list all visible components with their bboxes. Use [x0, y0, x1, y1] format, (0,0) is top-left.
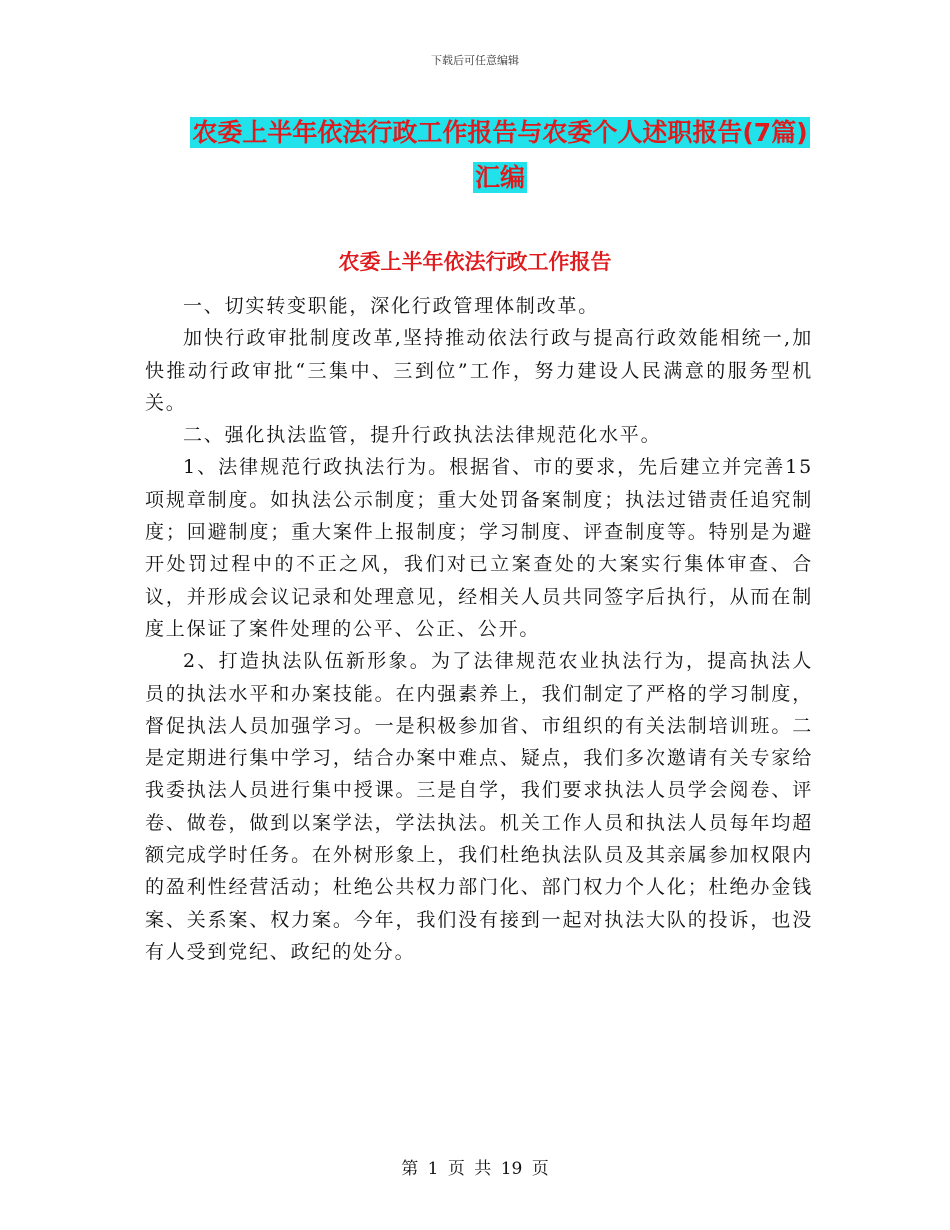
paragraph-3: 二、强化执法监管，提升行政执法法律规范化水平。: [183, 424, 662, 447]
document-title: [185, 110, 815, 200]
paragraph-4: 1、法律规范行政执法行为。根据省、市的要求，先后建立并完善15项规章制度。如执法公示制度；重大处罚备案制度；执法过错责任追究制度；回避制度；重大案件上报制度；学习制度、评查制度等。特别是为避开处罚过程中的不正之风，我们对已立案查处的大案实行集体审查、合议，并形成会议记录和处理意见，经相关人员共同签字后执行，从而在制度上保证了案件处理的公平、公正、公开。: [145, 456, 813, 640]
paragraph-1: 一、切实转变职能，深化行政管理体制改革。: [183, 295, 600, 317]
document-body: [145, 290, 813, 968]
page-header-note: 下载后可任意编辑: [431, 54, 519, 67]
paragraph-5: 2、打造执法队伍新形象。为了法律规范农业执法行为，提高执法人员的执法水平和办案技能。在内强素养上，我们制定了严格的学习制度，督促执法人员加强学习。一是积极参加省、市组织的有关法制培训班。二是定期进行集中学习，结合办案中难点、疑点，我们多次邀请有关专家给我委执法人员进行集中授课。三是自学，我们要求执法人员学会阅卷、评卷、做卷，做到以案学法，学法执法。机关工作人员和执法人员每年均超额完成学时任务。在外树形象上，我们杜绝执法队员及其亲属参加权限内的盈利性经营活动；杜绝公共权力部门化、部门权力个人化；杜绝办金钱案、关系案、权力案。今年，我们没有接到一起对执法大队的投诉，也没有人受到党纪、政纪的处分。: [145, 650, 813, 963]
section-title: 农委上半年依法行政工作报告: [338, 250, 612, 274]
paragraph-2: 加快行政审批制度改革,坚持推动依法行政与提高行政效能相统一,加快推动行政审批“三集中、三到位”工作，努力建设人民满意的服务型机关。: [145, 327, 813, 414]
document-title-text: 农委上半年依法行政工作报告与农委个人述职报告(7篇)汇编: [192, 118, 808, 192]
page-number-footer: 第 1 页 共 19 页: [401, 1159, 549, 1179]
